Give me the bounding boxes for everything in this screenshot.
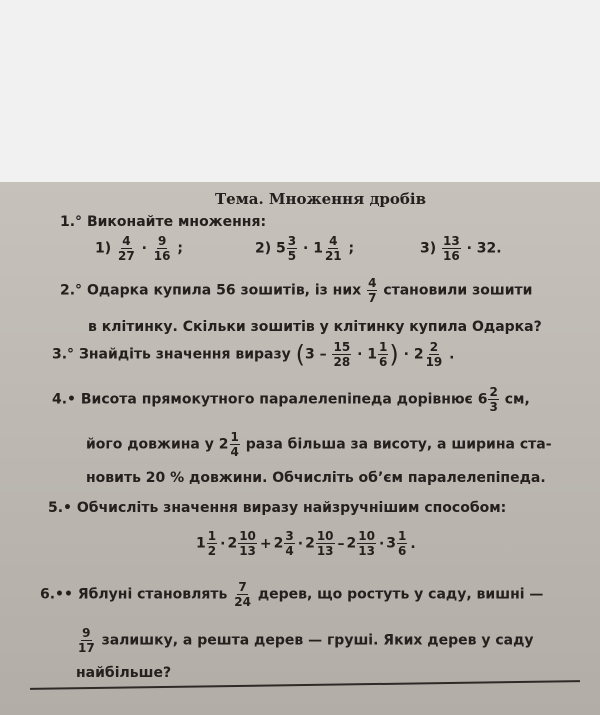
expression-rest: · 32.: [466, 240, 502, 257]
task-1-item-a: [95, 234, 183, 263]
operator: ·: [220, 535, 226, 552]
textbook-page: [0, 182, 600, 715]
operator: ·: [303, 240, 309, 257]
whole-part: 2: [305, 535, 315, 552]
task-4-text: Висота прямокутного паралелепіпеда дорівнює: [80, 391, 473, 408]
fraction: $\frac{10}{13}$: [239, 529, 256, 558]
fraction: $\frac{1}{6}$: [398, 529, 407, 558]
operator: –: [337, 535, 345, 552]
operator: ·: [357, 346, 363, 363]
task-3-number: 3.°: [52, 346, 75, 363]
task-6-line-2: [76, 626, 534, 655]
task-4-number: 4.•: [52, 391, 77, 408]
whole-part: 1: [313, 240, 323, 257]
fraction: $\frac{2}{19}$: [425, 340, 443, 369]
fraction: $\frac{2}{3}$: [489, 385, 498, 414]
fraction: $\frac{7}{24}$: [234, 580, 251, 609]
task-2-text: Одарка купила 56 зошитів, із них: [86, 282, 362, 299]
punct: .: [449, 346, 455, 363]
item-label: 3): [420, 240, 437, 257]
close-paren: ): [389, 340, 399, 369]
fraction: $\frac{10}{13}$: [316, 529, 334, 558]
task-1-text: Виконайте множення:: [86, 214, 267, 230]
fraction: $\frac{3}{5}$: [287, 234, 297, 263]
task-5-heading: [48, 499, 506, 517]
operator: .: [410, 535, 416, 552]
whole-part: 2: [218, 436, 229, 453]
task-6-line-1: [40, 580, 543, 609]
whole-part: 2: [346, 535, 357, 552]
task-2-text-cont: становили зошити: [383, 282, 533, 299]
term: 3 –: [304, 346, 327, 363]
open-paren: (: [295, 340, 305, 369]
task-5-number: 5.•: [48, 500, 73, 516]
whole-part: 2: [227, 535, 238, 552]
whole-part: 2: [413, 346, 424, 363]
fraction: $\frac{1}{4}$: [230, 430, 239, 459]
task-5-expression: [196, 529, 418, 558]
whole-part: 6: [477, 391, 488, 408]
fraction: $\frac{9}{16}$: [153, 234, 171, 263]
task-4-line-2: [86, 430, 552, 459]
whole-part: 5: [276, 240, 286, 257]
fraction: $\frac{4}{21}$: [324, 234, 342, 263]
operator: +: [259, 535, 272, 552]
topic-title: Тема. Множення дробів: [215, 190, 427, 208]
task-6-text: Яблуні становлять: [77, 586, 228, 603]
operator: ·: [141, 240, 147, 257]
operator: ·: [403, 346, 409, 363]
fraction: $\frac{4}{27}$: [118, 234, 135, 263]
operator: ·: [378, 535, 385, 552]
task-4-text-2a: його довжина у: [86, 436, 214, 453]
item-label: 2): [255, 240, 272, 257]
task-4-text-2b: раза більша за висоту, а ширина ста-: [245, 436, 552, 453]
punct: ;: [177, 240, 183, 257]
fraction: $\frac{1}{2}$: [207, 529, 217, 558]
task-6-line-3: найбільше?: [76, 665, 172, 681]
task-4-line-3: новить 20 % довжини. Обчисліть об’єм паралелепіпеда.: [86, 470, 546, 486]
item-label: 1): [95, 240, 112, 257]
task-1-number: 1.°: [60, 214, 83, 230]
whole-part: 2: [273, 535, 284, 552]
task-2-number: 2.°: [60, 282, 83, 299]
task-6-text-cont: дерев, що ростуть у саду, вишні —: [257, 586, 544, 603]
fraction: $\frac{15}{28}$: [333, 340, 351, 369]
task-3: [52, 340, 454, 369]
fraction: $\frac{13}{16}$: [443, 234, 460, 263]
fraction: $\frac{1}{6}$: [379, 340, 388, 369]
whole-part: 1: [196, 535, 206, 552]
fraction: $\frac{10}{13}$: [358, 529, 375, 558]
fraction: $\frac{9}{17}$: [78, 626, 95, 655]
task-2-line-1: [60, 276, 532, 305]
task-4-line-1: [52, 385, 530, 414]
task-1-item-b: [255, 234, 354, 263]
task-6-text-2: залишку, а решта дерев — груші. Яких дерев у саду: [101, 632, 534, 649]
punct: ;: [348, 240, 355, 257]
task-1-item-c: [420, 234, 502, 263]
unit: см,: [504, 391, 530, 408]
task-1-heading: [60, 213, 266, 231]
whole-part: 3: [386, 535, 397, 552]
task-3-text: Знайдіть значення виразу: [78, 346, 291, 363]
task-5-text: Обчисліть значення виразу найзручнішим способом:: [76, 500, 507, 516]
fraction: $\frac{4}{7}$: [368, 276, 377, 305]
whole-part: 1: [367, 346, 378, 363]
task-6-number: 6.••: [40, 586, 73, 603]
operator: ·: [297, 535, 304, 552]
fraction: $\frac{3}{4}$: [285, 529, 294, 558]
task-2-line-2: в клітинку. Скільки зошитів у клітинку купила Одарка?: [88, 319, 542, 335]
